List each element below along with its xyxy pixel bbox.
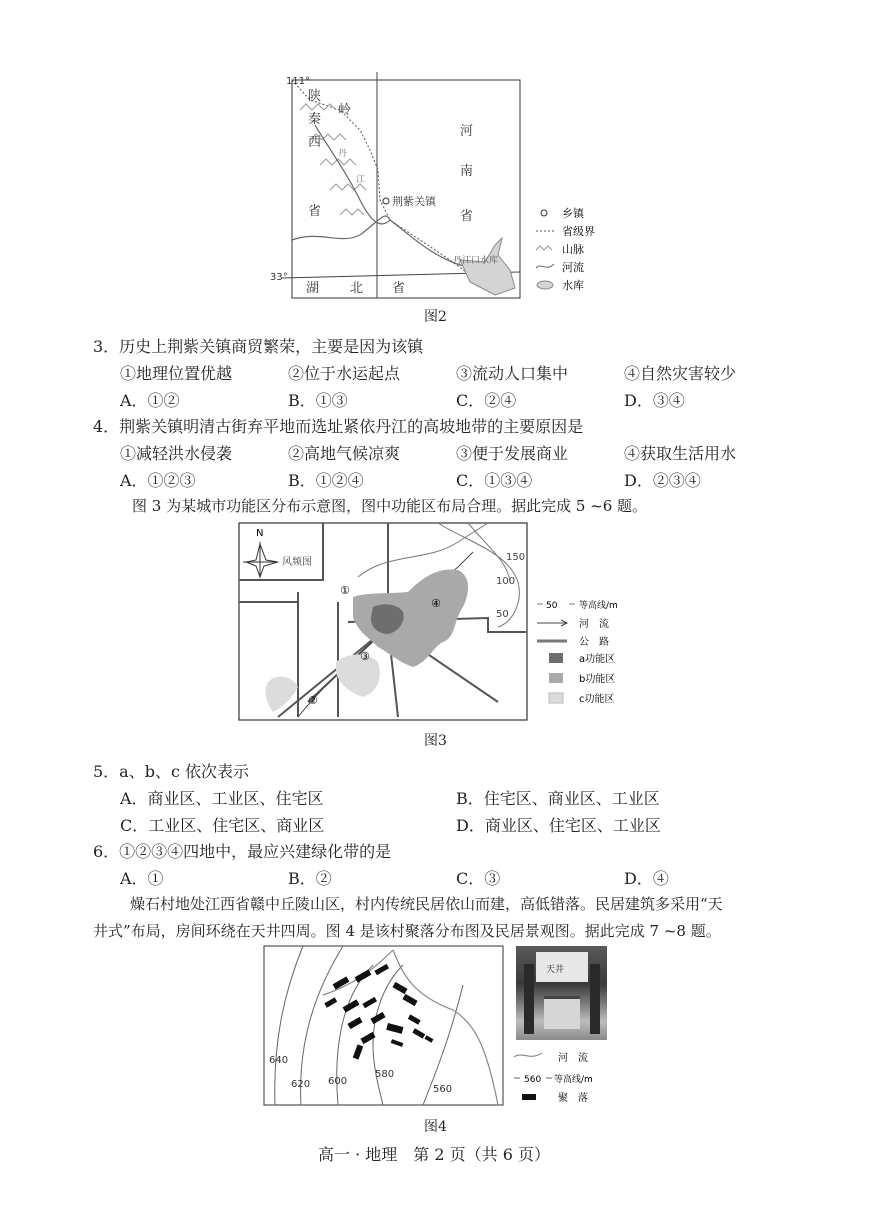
contour-620: 620 [291, 1079, 311, 1090]
reservoir-label: 丹江口水库 [453, 256, 499, 266]
q6-choice-b[interactable]: B．② [288, 869, 332, 888]
legend-town-icon [541, 210, 547, 216]
figure-3 [238, 522, 530, 722]
shaanxi-label-3: 省 [308, 204, 322, 219]
marker-1: ① [340, 584, 350, 597]
q4-item-2: ②高地气候凉爽 [288, 444, 401, 463]
q4-item-4: ④获取生活用水 [624, 444, 737, 463]
question-4-stem: 4．荆紫关镇明清古街弃平地而选址紧依丹江的高坡地带的主要原因是 [93, 417, 584, 436]
figure-2-map [270, 70, 570, 305]
intro-7-8-line-1: 燥石村地处江西省赣中丘陵山区，村内传统民居依山而建，高低错落。民居建筑多采用“天 [130, 895, 723, 913]
q6-choice-a[interactable]: A．① [120, 869, 164, 888]
legend-contour-label: 等高线/m [579, 601, 618, 611]
q3-choice-c[interactable]: C．②④ [456, 391, 517, 410]
legend-town-label: 乡镇 [562, 207, 584, 220]
dan-river-label-1: 丹 [338, 149, 348, 159]
legend-a-zone-icon [549, 653, 563, 663]
legend-river-icon [514, 1053, 542, 1057]
figure-2-caption: 图2 [424, 309, 447, 325]
legend-settlement-icon [522, 1094, 536, 1100]
legend-river-label: 河流 [562, 261, 584, 274]
q5-choice-d[interactable]: D．商业区、住宅区、工业区 [456, 816, 661, 835]
north-label: N [256, 528, 264, 539]
legend-settlement-label: 聚 落 [558, 1093, 588, 1104]
figure-3-map [238, 522, 530, 722]
courtyard-photo [516, 946, 607, 1040]
figure-4-caption: 图4 [424, 1119, 447, 1135]
q3-item-2: ②位于水运起点 [288, 364, 401, 383]
intro-5-6: 图 3 为某城市功能区分布示意图，图中功能区布局合理。据此完成 5 ~6 题。 [132, 497, 648, 515]
legend-river-icon [536, 264, 554, 268]
marker-2: ② [308, 694, 318, 707]
contour-50: 50 [496, 609, 509, 620]
dan-river-label-2: 江 [356, 175, 366, 185]
shaanxi-label-2: 西 [308, 135, 322, 150]
legend-border-label: 省级界 [562, 225, 595, 238]
legend-contour-label: 等高线/m [554, 1075, 593, 1085]
intro-7-8-line-2: 井式”布局，房间环绕在天井四周。图 4 是该村聚落分布图及民居景观图。据此完成 7 ~8 题。 [93, 922, 721, 940]
question-3-stem: 3．历史上荆紫关镇商贸繁荣，主要是因为该镇 [93, 337, 424, 356]
q5-choice-b[interactable]: B．住宅区、商业区、工业区 [456, 789, 660, 808]
q6-choice-d[interactable]: D．④ [624, 869, 669, 888]
contour-600: 600 [328, 1076, 348, 1087]
q3-item-1: ①地理位置优越 [120, 364, 233, 383]
q3-choice-b[interactable]: B．①③ [288, 391, 348, 410]
legend-reservoir-icon [537, 281, 553, 289]
qinling-label-1: 秦 [308, 112, 322, 127]
town-label: 荆紫关镇 [392, 195, 436, 208]
q4-choice-a[interactable]: A．①②③ [120, 471, 196, 490]
page-footer: 高一 · 地理 第 2 页（共 6 页） [318, 1145, 550, 1164]
contour-580: 580 [375, 1069, 395, 1080]
legend-contour-value: 50 [546, 601, 558, 611]
legend-contour-value: 560 [524, 1075, 542, 1085]
q4-item-3: ③便于发展商业 [456, 444, 569, 463]
shaanxi-label-1: 陕 [308, 89, 322, 104]
q4-choice-c[interactable]: C．①③④ [456, 471, 533, 490]
hubei-label-3: 省 [392, 281, 406, 296]
q3-choice-a[interactable]: A．①② [120, 391, 180, 410]
q5-choice-a[interactable]: A．商业区、工业区、住宅区 [120, 789, 324, 808]
question-5-stem: 5．a、b、c 依次表示 [93, 762, 250, 781]
photo-label: 天井 [546, 965, 565, 975]
contour-640: 640 [269, 1055, 289, 1066]
contour-150: 150 [506, 552, 526, 563]
figure-4 [263, 945, 505, 1107]
qinling-label-2: 岭 [338, 103, 352, 118]
henan-label-3: 省 [460, 209, 474, 224]
town-marker-icon [383, 198, 389, 204]
hubei-label-1: 湖 [306, 281, 320, 296]
figure-3-legend [537, 596, 657, 711]
legend-reservoir-label: 水库 [562, 279, 584, 292]
contour-100: 100 [496, 576, 516, 587]
legend-mountain-icon [536, 246, 552, 250]
q4-choice-b[interactable]: B．①②④ [288, 471, 364, 490]
q5-choice-c[interactable]: C．工业区、住宅区、商业区 [120, 816, 325, 835]
marker-4: ④ [431, 597, 441, 610]
longitude-label: 111° [286, 76, 311, 87]
contour-560: 560 [433, 1084, 453, 1095]
legend-c-zone-icon [549, 693, 563, 703]
legend-c-zone-label: c功能区 [579, 694, 615, 705]
q4-choice-d[interactable]: D．②③④ [624, 471, 701, 490]
q3-choice-d[interactable]: D．③④ [624, 391, 685, 410]
figure-4-legend [514, 1047, 624, 1107]
legend-b-zone-label: b功能区 [579, 674, 616, 685]
q4-item-1: ①减轻洪水侵袭 [120, 444, 233, 463]
legend-mountain-label: 山脉 [562, 243, 584, 256]
figure-3-caption: 图3 [424, 733, 447, 749]
q3-item-4: ④自然灾害较少 [624, 364, 737, 383]
hubei-label-2: 北 [350, 281, 364, 296]
henan-label-2: 南 [460, 164, 474, 179]
legend-river-label: 河 流 [558, 1053, 588, 1064]
question-6-stem: 6．①②③④四地中，最应兴建绿化带的是 [93, 842, 392, 861]
legend-road-label: 公 路 [579, 637, 609, 648]
wind-rose-label: 风频图 [282, 557, 312, 568]
figure-2 [270, 70, 570, 305]
henan-label-1: 河 [460, 124, 474, 139]
figure-2-legend [536, 204, 616, 294]
latitude-label: 33° [270, 272, 288, 283]
legend-b-zone-icon [549, 673, 563, 683]
legend-river-label: 河 流 [579, 619, 609, 630]
q6-choice-c[interactable]: C．③ [456, 869, 501, 888]
legend-a-zone-label: a功能区 [579, 654, 616, 665]
figure-4-map [263, 945, 505, 1107]
q3-item-3: ③流动人口集中 [456, 364, 569, 383]
marker-3: ③ [360, 650, 370, 663]
